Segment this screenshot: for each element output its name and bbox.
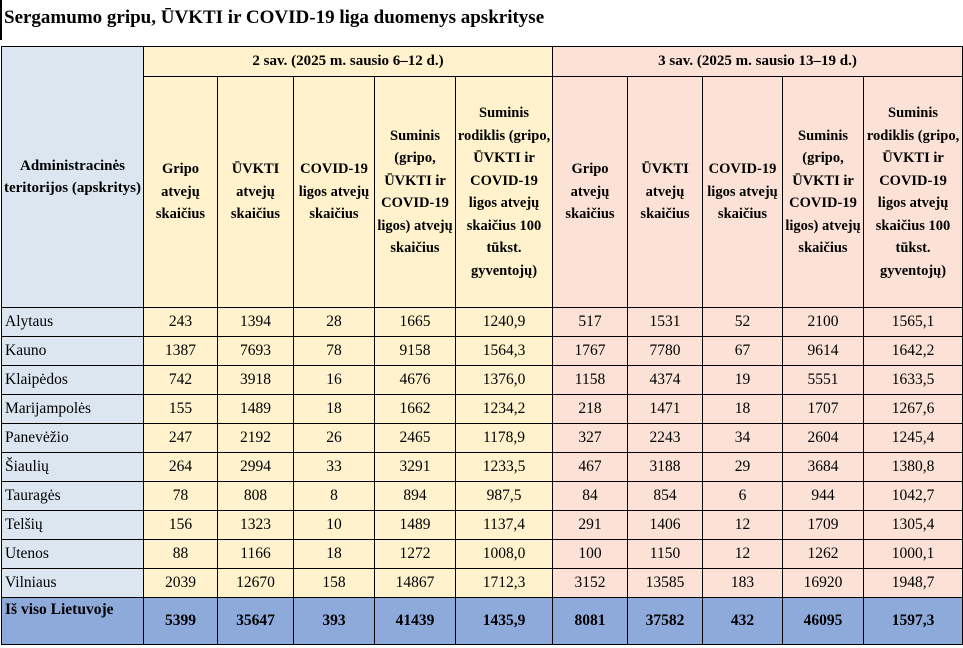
table-cell: 1597,3 — [864, 598, 963, 645]
admin-header: Administracinės teritorijos (apskritys) — [2, 47, 144, 308]
table-cell: 3291 — [375, 453, 456, 482]
table-cell: 1531 — [628, 308, 703, 337]
table-cell: 9614 — [783, 337, 864, 366]
col-header-uvkti: ŪVKTI atvejų skaičius — [628, 77, 703, 308]
table-cell: 2192 — [218, 424, 294, 453]
table-cell: 894 — [375, 482, 456, 511]
table-cell: 1633,5 — [864, 366, 963, 395]
table-row — [2, 308, 963, 337]
table-cell: 517 — [553, 308, 628, 337]
table-cell: 16 — [294, 366, 375, 395]
table-cell: 18 — [294, 395, 375, 424]
table-cell: 1305,4 — [864, 511, 963, 540]
table-cell: 14867 — [375, 569, 456, 598]
table-cell: 9158 — [375, 337, 456, 366]
table-row — [2, 337, 963, 366]
table-row — [2, 424, 963, 453]
table-cell: 10 — [294, 511, 375, 540]
table-cell: 1707 — [783, 395, 864, 424]
table-cell: 33 — [294, 453, 375, 482]
week-2-header: 2 sav. (2025 m. sausio 6–12 d.) — [144, 47, 553, 77]
table-cell: 37582 — [628, 598, 703, 645]
table-cell: 808 — [218, 482, 294, 511]
table-row — [2, 540, 963, 569]
county-name: Alytaus — [2, 308, 144, 337]
county-name: Klaipėdos — [2, 366, 144, 395]
table-cell: 35647 — [218, 598, 294, 645]
table-cell: 12 — [703, 540, 783, 569]
col-header-rate: Suminis rodiklis (gripo, ŪVKTI ir COVID-19 ligos atvejų skaičius 100 tūkst. gyventojų) — [456, 77, 553, 308]
table-cell: 2994 — [218, 453, 294, 482]
table-cell: 8 — [294, 482, 375, 511]
table-cell: 4374 — [628, 366, 703, 395]
table-cell: 3918 — [218, 366, 294, 395]
table-row — [2, 453, 963, 482]
table-cell: 1262 — [783, 540, 864, 569]
county-name: Marijampolės — [2, 395, 144, 424]
table-cell: 100 — [553, 540, 628, 569]
col-header-total-cases: Suminis (gripo, ŪVKTI ir COVID-19 ligos) atvejų skaičius — [375, 77, 456, 308]
table-cell: 2243 — [628, 424, 703, 453]
table-cell: 13585 — [628, 569, 703, 598]
table-cell: 2465 — [375, 424, 456, 453]
table-cell: 18 — [294, 540, 375, 569]
table-cell: 67 — [703, 337, 783, 366]
county-name: Šiaulių — [2, 453, 144, 482]
table-cell: 18 — [703, 395, 783, 424]
table-cell: 8081 — [553, 598, 628, 645]
table-cell: 432 — [703, 598, 783, 645]
table-cell: 1709 — [783, 511, 864, 540]
table-cell: 5551 — [783, 366, 864, 395]
table-cell: 88 — [144, 540, 218, 569]
table-cell: 26 — [294, 424, 375, 453]
table-cell: 1158 — [553, 366, 628, 395]
table-cell: 1394 — [218, 308, 294, 337]
county-name: Tauragės — [2, 482, 144, 511]
table-cell: 7693 — [218, 337, 294, 366]
table-cell: 1323 — [218, 511, 294, 540]
table-cell: 1178,9 — [456, 424, 553, 453]
column-header-row — [2, 77, 963, 308]
table-row — [2, 511, 963, 540]
table-cell: 1662 — [375, 395, 456, 424]
county-name: Vilniaus — [2, 569, 144, 598]
table-cell: 3188 — [628, 453, 703, 482]
table-cell: 1000,1 — [864, 540, 963, 569]
table-cell: 1471 — [628, 395, 703, 424]
table-cell: 1665 — [375, 308, 456, 337]
table-cell: 987,5 — [456, 482, 553, 511]
table-cell: 1272 — [375, 540, 456, 569]
table-cell: 3152 — [553, 569, 628, 598]
table-cell: 1406 — [628, 511, 703, 540]
table-cell: 158 — [294, 569, 375, 598]
table-cell: 393 — [294, 598, 375, 645]
table-cell: 4676 — [375, 366, 456, 395]
county-name: Iš viso Lietuvoje — [2, 598, 144, 645]
table-cell: 1489 — [375, 511, 456, 540]
table-cell: 41439 — [375, 598, 456, 645]
col-header-uvkti: ŪVKTI atvejų skaičius — [218, 77, 294, 308]
table-cell: 1712,3 — [456, 569, 553, 598]
table-cell: 2039 — [144, 569, 218, 598]
table-cell: 12 — [703, 511, 783, 540]
table-cell: 944 — [783, 482, 864, 511]
page-title: Sergamumo gripu, ŪVKTI ir COVID-19 liga duomenys apskrityse — [4, 7, 545, 28]
table-cell: 291 — [553, 511, 628, 540]
week-header-row — [2, 47, 963, 77]
col-header-covid: COVID-19 ligos atvejų skaičius — [703, 77, 783, 308]
table-cell: 243 — [144, 308, 218, 337]
table-cell: 2100 — [783, 308, 864, 337]
table-cell: 12670 — [218, 569, 294, 598]
table-cell: 247 — [144, 424, 218, 453]
table-cell: 218 — [553, 395, 628, 424]
table-cell: 1008,0 — [456, 540, 553, 569]
table-cell: 854 — [628, 482, 703, 511]
col-header-rate: Suminis rodiklis (gripo, ŪVKTI ir COVID-19 ligos atvejų skaičius 100 tūkst. gyventojų) — [864, 77, 963, 308]
table-row — [2, 366, 963, 395]
table-cell: 1233,5 — [456, 453, 553, 482]
table-cell: 19 — [703, 366, 783, 395]
table-cell: 78 — [144, 482, 218, 511]
table-cell: 6 — [703, 482, 783, 511]
col-header-flu: Gripo atvejų skaičius — [144, 77, 218, 308]
county-name: Kauno — [2, 337, 144, 366]
table-cell: 1380,8 — [864, 453, 963, 482]
data-table — [1, 46, 963, 645]
table-cell: 1376,0 — [456, 366, 553, 395]
table-cell: 34 — [703, 424, 783, 453]
table-cell: 1565,1 — [864, 308, 963, 337]
table-cell: 46095 — [783, 598, 864, 645]
table-cell: 28 — [294, 308, 375, 337]
table-cell: 1150 — [628, 540, 703, 569]
table-cell: 467 — [553, 453, 628, 482]
table-row — [2, 395, 963, 424]
table-row — [2, 482, 963, 511]
table-cell: 156 — [144, 511, 218, 540]
col-header-total-cases: Suminis (gripo, ŪVKTI ir COVID-19 ligos) atvejų skaičius — [783, 77, 864, 308]
table-cell: 1267,6 — [864, 395, 963, 424]
table-cell: 1489 — [218, 395, 294, 424]
table-cell: 7780 — [628, 337, 703, 366]
table-row — [2, 569, 963, 598]
table-cell: 264 — [144, 453, 218, 482]
table-cell: 29 — [703, 453, 783, 482]
table-cell: 327 — [553, 424, 628, 453]
county-name: Telšių — [2, 511, 144, 540]
left-rule — [0, 0, 2, 40]
table-cell: 1245,4 — [864, 424, 963, 453]
table-cell: 5399 — [144, 598, 218, 645]
table-cell: 84 — [553, 482, 628, 511]
table-cell: 1642,2 — [864, 337, 963, 366]
table-cell: 1767 — [553, 337, 628, 366]
table-cell: 1564,3 — [456, 337, 553, 366]
table-cell: 183 — [703, 569, 783, 598]
week-3-header: 3 sav. (2025 m. sausio 13–19 d.) — [553, 47, 963, 77]
total-row — [2, 598, 963, 645]
table-cell: 3684 — [783, 453, 864, 482]
col-header-flu: Gripo atvejų skaičius — [553, 77, 628, 308]
table-cell: 16920 — [783, 569, 864, 598]
table-cell: 742 — [144, 366, 218, 395]
table-cell: 1137,4 — [456, 511, 553, 540]
table-cell: 1042,7 — [864, 482, 963, 511]
table-cell: 52 — [703, 308, 783, 337]
table-cell: 155 — [144, 395, 218, 424]
table-cell: 1387 — [144, 337, 218, 366]
county-name: Utenos — [2, 540, 144, 569]
county-name: Panevėžio — [2, 424, 144, 453]
col-header-covid: COVID-19 ligos atvejų skaičius — [294, 77, 375, 308]
table-cell: 78 — [294, 337, 375, 366]
table-cell: 1240,9 — [456, 308, 553, 337]
table-cell: 1234,2 — [456, 395, 553, 424]
table-cell: 1166 — [218, 540, 294, 569]
table-cell: 1948,7 — [864, 569, 963, 598]
table-cell: 2604 — [783, 424, 864, 453]
table-cell: 1435,9 — [456, 598, 553, 645]
